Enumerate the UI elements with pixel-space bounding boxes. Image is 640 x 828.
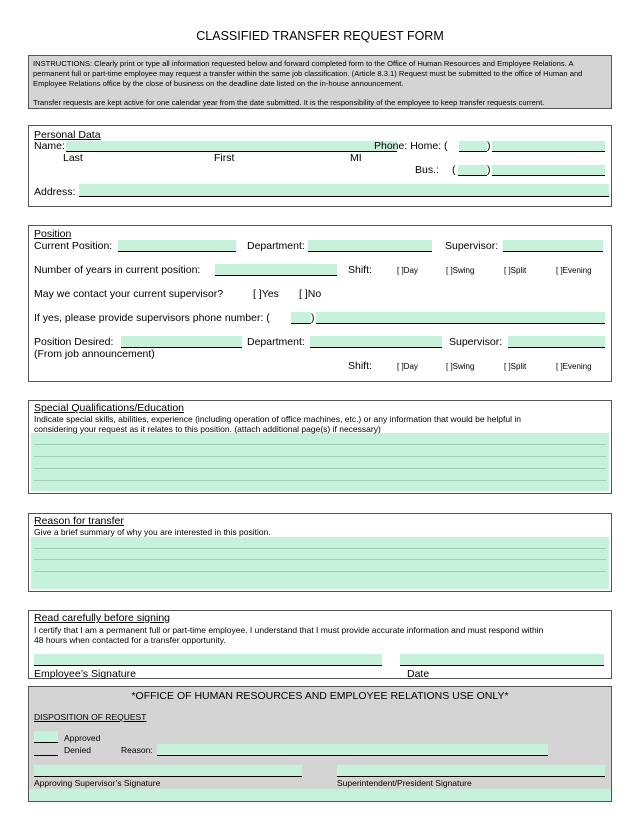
name-label: Name: [34,140,65,152]
supervisor-desired-field[interactable] [508,336,605,348]
position-desired-field[interactable] [121,336,242,348]
date-field[interactable] [400,654,604,666]
shift-desired-split-checkbox[interactable]: [ ]Split [504,362,527,371]
from-job-announcement: (From job announcement) [34,348,155,360]
employee-signature-label: Employee’s Signature [34,668,136,680]
qualifications-heading: Special Qualifications/Education [34,402,185,414]
shift-swing-checkbox[interactable]: [ ]Swing [446,266,475,275]
office-use-heading: *OFFICE OF HUMAN RESOURCES AND EMPLOYEE RELATIONS USE ONLY* [131,690,509,702]
contact-supervisor-question: May we contact your current supervisor? [34,288,224,300]
denied-label: Denied [64,745,91,755]
approving-supervisor-signature-field[interactable] [34,765,302,777]
qualifications-description-cont: considering your request as it relates to this position. (attach additional page(s) if necessary) [34,424,381,434]
position-heading: Position [34,228,72,240]
shift-desired-swing-checkbox[interactable]: [ ]Swing [446,362,475,371]
position-desired-label: Position Desired: [34,336,114,348]
phone-home-label: Phone: Home: ( [374,140,448,152]
shift-day-checkbox[interactable]: [ ]Day [397,266,418,275]
position-section [28,225,612,382]
qualifications-description: Indicate special skills, abilities, experience (including operation of office machines, etc.) or any information that would be helpful in [34,414,521,424]
personal-data-heading: Personal Data [34,129,101,141]
reason-textarea[interactable] [31,537,609,589]
shift-desired-label: Shift: [348,360,372,372]
signing-heading: Read carefully before signing [34,612,170,624]
supervisor-field[interactable] [503,240,603,252]
home-area-code-field[interactable] [459,141,487,152]
shift-desired-day-checkbox[interactable]: [ ]Day [397,362,418,371]
reason-description: Give a brief summary of why you are interested in this position. [34,527,271,537]
department-label: Department: [247,240,305,252]
certification-text: I certify that I am a permanent full or part-time employee. I understand that I must provide accurate information and must respond within [34,625,544,635]
approved-label: Approved [64,733,101,743]
first-caption: First [214,152,235,164]
reason-field[interactable] [157,744,548,756]
denied-line[interactable] [34,755,58,756]
current-position-label: Current Position: [34,240,113,252]
bus-paren-open: ( [452,164,456,176]
certification-text-cont: 48 hours when contacted for a transfer opportunity. [34,635,226,645]
department-desired-label: Department: [247,336,305,348]
contact-no-checkbox[interactable]: [ ]No [299,288,322,300]
supervisor-area-code-field[interactable] [291,312,311,324]
personal-data-section [28,125,612,207]
department-field[interactable] [308,240,432,252]
mi-caption: MI [350,152,362,164]
address-label: Address: [34,186,76,198]
bus-paren-close: ) [487,164,491,176]
address-field[interactable] [79,184,609,197]
supervisor-phone-field[interactable] [316,312,605,324]
current-position-field[interactable] [118,240,236,252]
employee-signature-field[interactable] [34,654,382,666]
name-field[interactable] [66,141,397,152]
home-phone-field[interactable] [492,141,605,152]
reason-section [28,513,612,592]
department-desired-field[interactable] [310,336,442,348]
shift-label: Shift: [348,264,372,276]
reason-label: Reason: [121,745,153,755]
shift-desired-evening-checkbox[interactable]: [ ]Evening [556,362,592,371]
bus-phone-field[interactable] [492,165,605,176]
office-bottom-band [29,789,611,801]
home-paren-close: ) [487,140,491,152]
years-label: Number of years in current position: [34,264,201,276]
qualifications-textarea[interactable] [31,433,609,491]
shift-evening-checkbox[interactable]: [ ]Evening [556,266,592,275]
form-title: CLASSIFIED TRANSFER REQUEST FORM [196,29,444,43]
instructions-note: Transfer requests are kept active for one calendar year from the date submitted. It is the responsibility of the employee to keep transfer requests current. [33,98,545,107]
years-field[interactable] [215,264,337,276]
supervisor-desired-label: Supervisor: [449,336,503,348]
contact-yes-checkbox[interactable]: [ ]Yes [253,288,279,300]
superintendent-signature-field[interactable] [337,765,605,777]
supervisor-label: Supervisor: [445,240,499,252]
last-caption: Last [63,152,83,164]
date-label: Date [407,668,430,680]
shift-split-checkbox[interactable]: [ ]Split [504,266,527,275]
disposition-heading: DISPOSITION OF REQUEST [34,712,147,722]
qualifications-section [28,400,612,494]
bus-area-code-field[interactable] [458,165,487,176]
approved-field[interactable] [34,731,58,743]
supervisor-phone-paren-close: ) [311,312,315,324]
supervisor-phone-label: If yes, please provide supervisors phone number: ( [34,312,270,324]
office-use-section [28,686,612,802]
instructions-text: INSTRUCTIONS: Clearly print or type all information requested below and forward completed form to the Office of Human Resources and Employee Relations. A permanent full or part-time employee may request a transfer within the same job classification. (Article 8.3.1) Request must be submitted to the office of Human and Employee Relations office by the close of business on the deadline date listed on the in-house announcement. [33,59,583,88]
instructions-box [28,55,612,109]
signing-section [28,610,612,679]
approving-supervisor-signature-label: Approving Supervisor’s Signature [34,778,161,788]
superintendent-signature-label: Superintendent/President Signature [337,778,472,788]
bus-phone-label: Bus.: [415,164,439,176]
reason-heading: Reason for transfer [34,515,124,527]
